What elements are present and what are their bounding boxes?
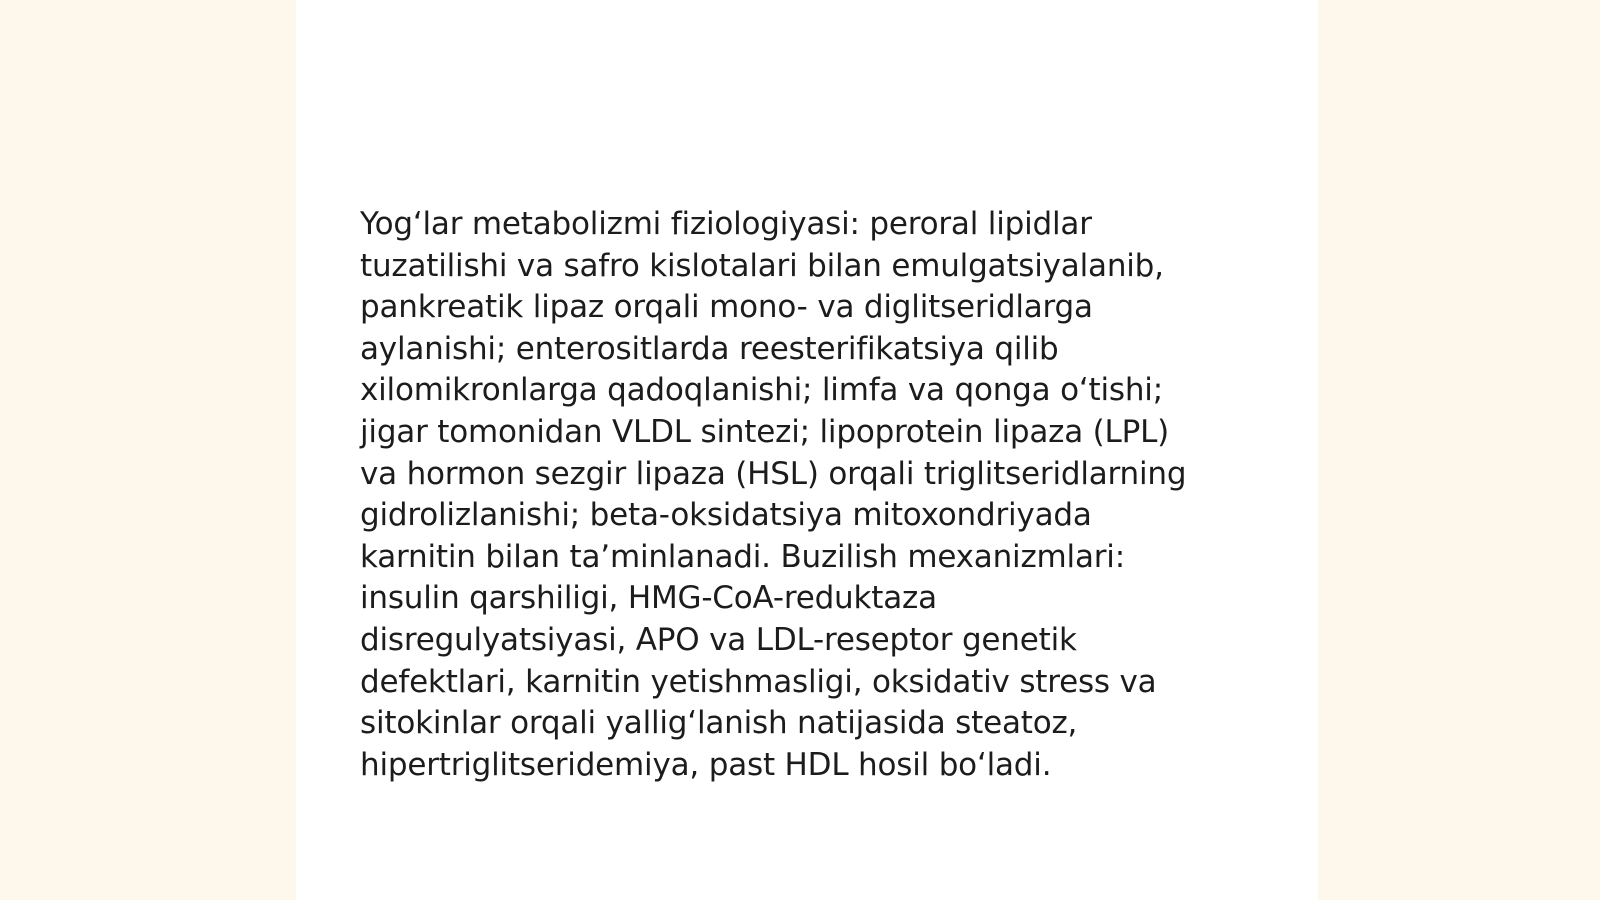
text-line: defektlari, karnitin yetishmasligi, oksidativ stress va (360, 663, 1157, 700)
text-line: va hormon sezgir lipaza (HSL) orqali triglitseridlarning (360, 455, 1187, 492)
text-line: jigar tomonidan VLDL sintezi; lipoprotein lipaza (LPL) (360, 413, 1170, 450)
text-line: insulin qarshiligi, HMG-CoA-reduktaza (360, 580, 937, 617)
text-line: disregulyatsiyasi, APO va LDL-reseptor genetik (360, 621, 1077, 658)
slide-body-text (360, 204, 1260, 786)
text-line: xilomikronlarga qadoqlanishi; limfa va qonga o‘tishi; (360, 372, 1163, 409)
text-line: tuzatilishi va safro kislotalari bilan emulgatsiyalanib, (360, 247, 1164, 284)
text-line: pankreatik lipaz orqali mono- va diglitseridlarga (360, 289, 1093, 326)
text-line: sitokinlar orqali yallig‘lanish natijasida steatoz, (360, 705, 1078, 742)
text-line: gidrolizlanishi; beta-oksidatsiya mitoxondriyada (360, 497, 1092, 534)
text-line: aylanishi; enterositlarda reesterifikatsiya qilib (360, 330, 1059, 367)
text-line: karnitin bilan ta’minlanadi. Buzilish mexanizmlari: (360, 538, 1125, 575)
text-line: Yog‘lar metabolizmi fiziologiyasi: peroral lipidlar (360, 206, 1092, 242)
text-line: hipertriglitseridemiya, past HDL hosil bo‘ladi. (360, 746, 1052, 783)
slide-panel (296, 0, 1318, 900)
